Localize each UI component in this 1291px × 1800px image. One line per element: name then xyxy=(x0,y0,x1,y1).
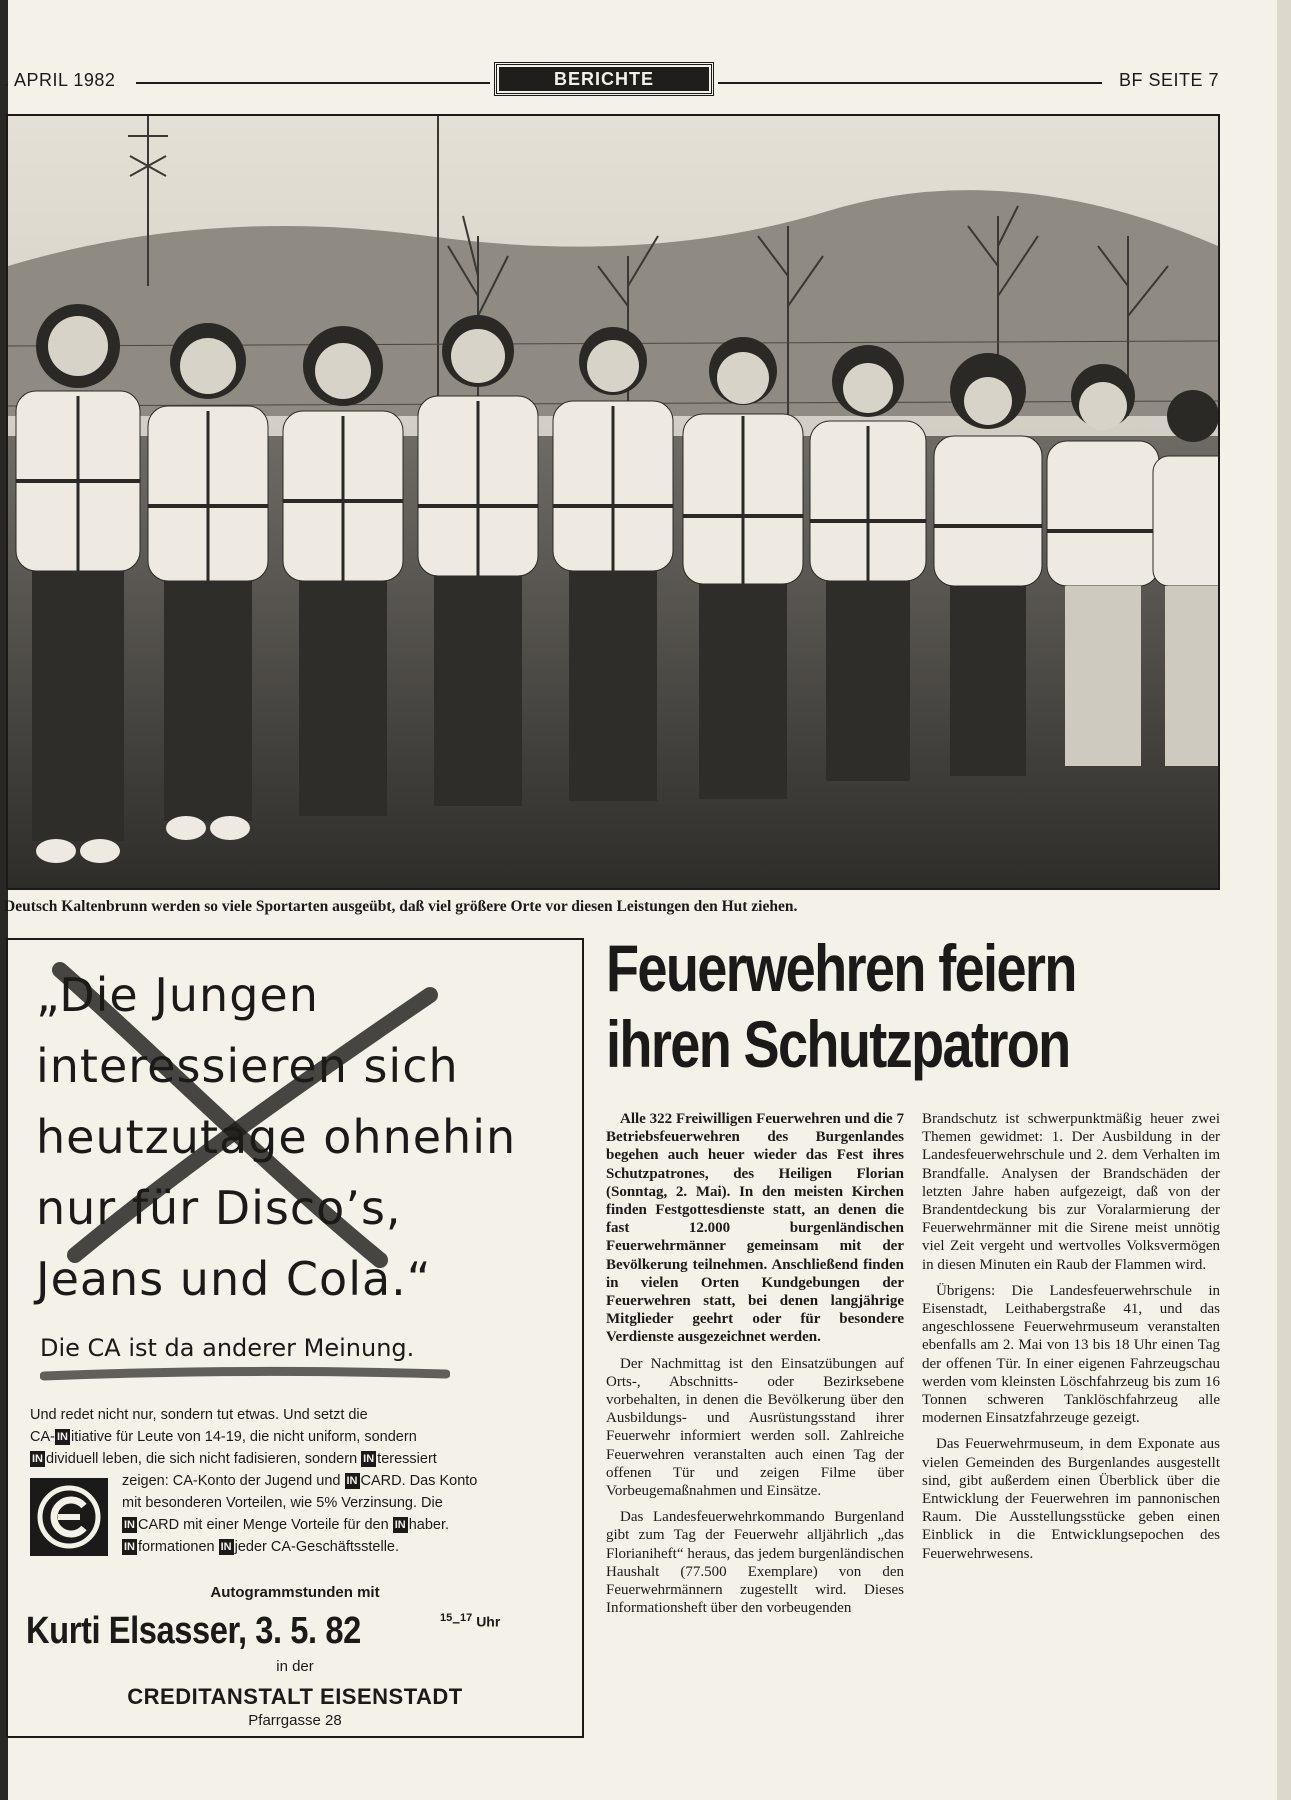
autograph-event: Kurti Elsasser, 3. 5. 82 xyxy=(26,1610,361,1652)
ad-body-text xyxy=(30,1404,550,1558)
ad-quote xyxy=(36,960,516,1315)
header-rule-left xyxy=(136,82,490,84)
issue-date: . APRIL 1982 xyxy=(4,70,116,90)
article-paragraph: Das Feuerwehrmuseum, in dem Exponate aus vielen Gemeinden des Burgenlandes ausgestellt sind, gibt außerdem einen Überblick über die Entwicklung der Feuerwehren im pannonischen Raum. Die Ausstellungsstücke geben einen Einblick in die Entwicklungsepochen des Feuerwehrwesens. xyxy=(922,1436,1220,1562)
ad-quote-line: interessieren sich xyxy=(36,1039,459,1093)
ad-body-line: mit besonderen Vorteilen, wie 5% Verzinsung. Die xyxy=(122,1495,443,1511)
ad-quote-line: Jeans und Cola.“ xyxy=(36,1252,432,1306)
in-mark: IN xyxy=(32,1453,43,1465)
article-headline xyxy=(606,930,1076,1082)
ad-body-line: Und redet nicht nur, sondern tut etwas. Und setzt die xyxy=(30,1407,368,1423)
article-paragraph: Übrigens: Die Landesfeuerwehrschule in Eisenstadt, Leithabergstraße 41, und das angeschlossene Feuerwehrmuseum veranstalten ebenfalls am 2. Mai von 13 bis 18 Uhr einen Tag der offenen Tür. In einer eigenen Fahrzeugschau werden vom kleinsten Löschfahrzeug bis zum 16 Tonnen schweren Tanklöschfahrzeug alle modernen Einsatzfahrzeuge gezeigt. xyxy=(922,1282,1220,1427)
ad-quote-line: heutzutage ohnehin xyxy=(36,1110,517,1164)
ad-body-line: IN CARD mit einer Menge Vorteile für den IN haber. xyxy=(124,1517,450,1533)
ad-body-line: CA- IN itiative für Leute von 14-19, die nicht uniform, sondern xyxy=(30,1429,417,1445)
photo-caption: Deutsch Kaltenbrunn werden so viele Sportarten ausgeübt, daß viel größere Orte vor diesen Leistungen den Hut ziehen. xyxy=(4,898,798,915)
ad-quote-line: „Die Jungen xyxy=(36,968,319,1022)
underline-swoosh xyxy=(40,1366,450,1382)
in-mark: IN xyxy=(394,1519,406,1531)
in-mark: IN xyxy=(220,1541,232,1553)
autograph-location-prefix: in der xyxy=(276,1658,314,1675)
ad-quote-line: nur für Disco’s, xyxy=(36,1181,402,1235)
article-column-1 xyxy=(606,1110,904,1625)
team-photo xyxy=(6,114,1220,890)
bank-address: Pfarrgasse 28 xyxy=(248,1712,342,1729)
in-mark: IN xyxy=(124,1541,135,1553)
autograph-time: $^{15}$–$^{17}$ Uhr xyxy=(440,1612,501,1630)
ad-body-line: zeigen: CA-Konto der Jugend und IN CARD. Das Konto xyxy=(122,1473,478,1489)
article-lead-paragraph: Alle 322 Freiwilligen Feuerwehren und die 7 Betriebsfeuerwehren des Burgenlandes begehen auch heuer wieder das Fest ihres Schutzpatrones, des Heiligen Florian (Sonntag, 2. Mai). In den meisten Kirchen finden Festgottesdienste statt, an denen die fast 12.000 burgenländischen Feuerwehrmänner gemeinsam mit der Bevölkerung teilnehmen. Anschließend finden in vielen Orten Kundgebungen der Feuerwehren statt, bei denen langjährige Mitglieder geehrt oder für besondere Verdienste ausgezeichnet werden. xyxy=(606,1111,904,1346)
article-paragraph: Brandschutz ist schwerpunktmäßig heuer zwei Themen gewidmet: 1. Der Ausbildung in der Landesfeuerwehrschule und 2. dem Verhalten im Brandfalle. Analysen der Brandschäden der letzten Jahre haben aufgezeigt, daß von der Brandentdeckung bis zur Voralarmierung der Feuerwehrmänner mit die Sirene meist unnötig viel Zeit vergeht und wertvolles Volksvermögen in diesen Minuten ein Raub der Flammen wird. xyxy=(922,1111,1220,1273)
headline-line: Feuerwehren feiern xyxy=(606,931,1076,1005)
page-number: BF SEITE 7 xyxy=(1118,70,1219,90)
header-rule-right xyxy=(718,82,1102,84)
bank-name: CREDITANSTALT EISENSTADT xyxy=(127,1684,463,1709)
in-mark: IN xyxy=(124,1519,135,1531)
headline-line: ihren Schutzpatron xyxy=(606,1007,1070,1081)
in-mark: IN xyxy=(363,1453,375,1465)
in-mark: IN xyxy=(346,1475,358,1487)
ad-body-line: IN dividuell leben, die sich nicht fadisieren, sondern IN teressiert xyxy=(32,1451,437,1467)
section-badge xyxy=(494,62,714,96)
article-column-2 xyxy=(922,1110,1220,1571)
ad-opinion: Die CA ist da anderer Meinung. xyxy=(40,1334,415,1362)
ad-body-line: IN formationen IN jeder CA-Geschäftsstelle. xyxy=(124,1539,400,1555)
section-label: BERICHTE xyxy=(499,67,709,91)
article-paragraph: Der Nachmittag ist den Einsatzübungen auf Orts-, Abschnitts- oder Bezirksebene vorbehalten, in denen die Bevölkerung über den Ausbildungs- und Ausrüstungsstand ihrer Feuerwehr informiert werden soll. Zahlreiche Feuerwehren veranstalten auch einen Tag der offenen Tür und zeigen Filme über Vorbeugemaßnahmen und Einsätze. xyxy=(606,1355,904,1500)
article-paragraph: Das Landesfeuerwehrkommando Burgenland gibt zum Tag der Feuerwehr alljährlich „das Florianiheft“ heraus, das jedem burgenländischen Haushalt (77.500 Exemplare) von den Feuerwehrmännern zugestellt wird. Dieses Informationsheft über den vorbeugenden xyxy=(606,1509,904,1617)
autograph-heading: Autogrammstunden mit xyxy=(210,1584,380,1601)
ca-logo-icon xyxy=(30,1478,108,1556)
in-mark: IN xyxy=(56,1431,68,1443)
team-photo-graphic xyxy=(8,116,1218,888)
page-edge xyxy=(1277,0,1291,1800)
